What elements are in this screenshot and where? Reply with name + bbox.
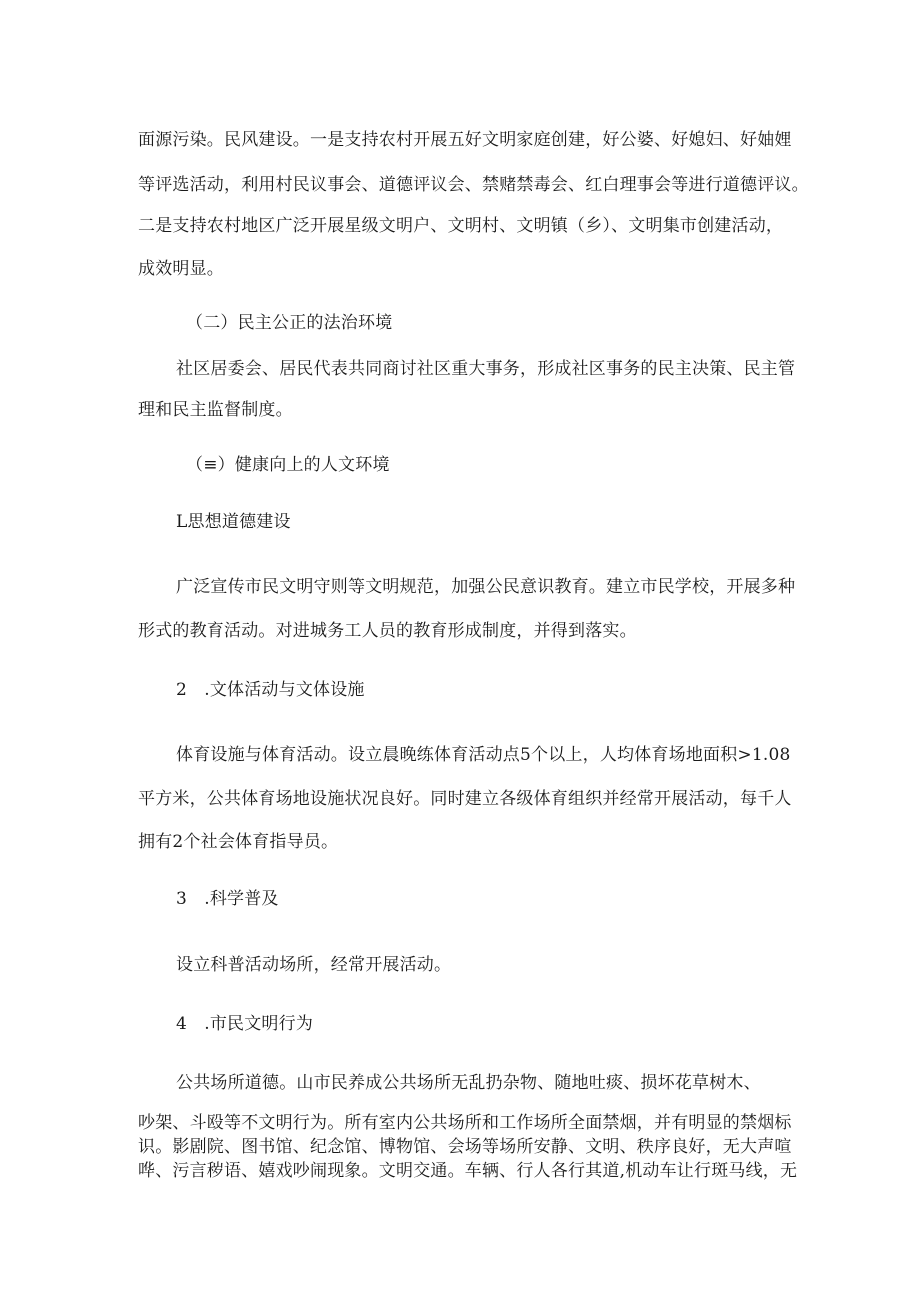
item-title: 3 .科学普及: [176, 889, 279, 909]
paragraph-line: 平方米，公共体育场地设施状况良好。同时建立各级体育组织并经常开展活动，每千人: [138, 789, 792, 809]
section-heading: （≡）健康向上的人文环境: [186, 455, 390, 475]
paragraph-line: 形式的教育活动。对进城务工人员的教育形成制度，并得到落实。: [138, 621, 637, 641]
item-title: 4 .市民文明行为: [176, 1014, 314, 1034]
paragraph-line: 面源污染。民风建设。一是支持农村开展五好文明家庭创建，好公婆、好媳妇、好妯娌: [138, 130, 792, 150]
paragraph-line: 广泛宣传市民文明守则等文明规范，加强公民意识教育。建立市民学校，开展多种: [176, 577, 796, 597]
paragraph-line: 成效明显。: [138, 259, 224, 279]
paragraph-line: 社区居委会、居民代表共同商讨社区重大事务，形成社区事务的民主决策、民主管: [176, 359, 796, 379]
paragraph-line: 识。影剧院、图书馆、纪念馆、博物馆、会场等场所安静、文明、秩序良好，无大声喧: [138, 1137, 792, 1157]
paragraph-line: 公共场所道德。山市民养成公共场所无乱扔杂物、随地吐痰、损坏花草树木、: [176, 1073, 761, 1093]
section-heading: （二）民主公正的法治环境: [186, 313, 393, 333]
item-title: L思想道德建设: [176, 512, 291, 532]
paragraph-line: 二是支持农村地区广泛开展星级文明户、文明村、文明镇（乡）、文明集市创建活动，: [138, 216, 784, 236]
paragraph-line: 吵架、斗殴等不文明行为。所有室内公共场所和工作场所全面禁烟，并有明显的禁烟标: [138, 1113, 792, 1133]
paragraph-line: 等评选活动，利用村民议事会、道德评议会、禁赌禁毒会、红白理事会等进行道德评议。: [138, 175, 809, 195]
paragraph-line: 体育设施与体育活动。设立晨晚练体育活动点5个以上，人均体育场地面积>1.08: [176, 745, 791, 765]
paragraph-line: 设立科普活动场所，经常开展活动。: [176, 955, 452, 975]
paragraph-line: 哗、污言秽语、嬉戏吵闹现象。文明交通。车辆、行人各行其道,机动车让行斑马线，无: [138, 1161, 798, 1181]
paragraph-line: 拥有2个社会体育指导员。: [138, 832, 339, 852]
item-title: 2 .文体活动与文体设施: [176, 680, 365, 700]
paragraph-line: 理和民主监督制度。: [138, 400, 293, 420]
